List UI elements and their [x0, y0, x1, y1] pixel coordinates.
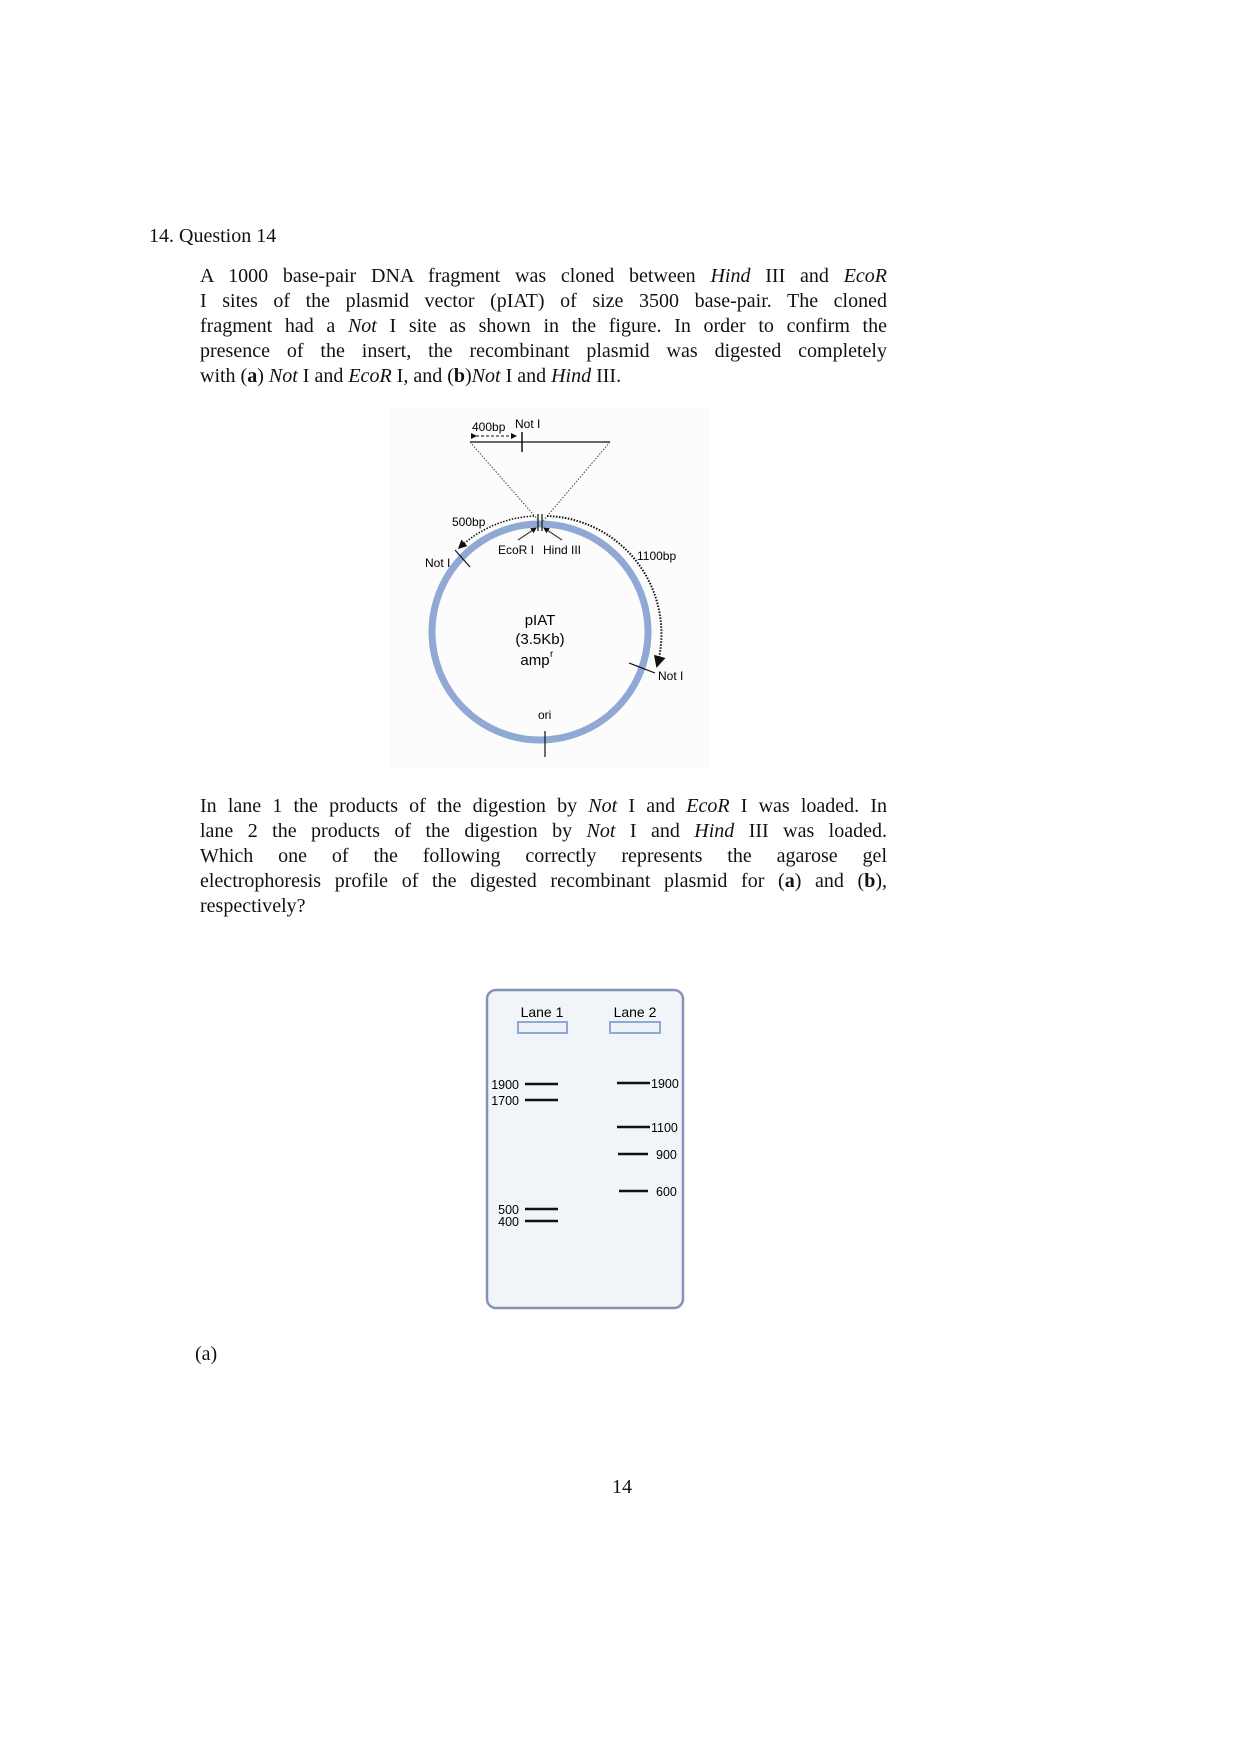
text-segment: ) and (	[794, 870, 865, 892]
distance-500-label: 500bp	[452, 515, 486, 529]
text-segment: Not	[471, 365, 501, 387]
text-segment: electrophoresis profile of the digested recombinant plasmid for (	[200, 870, 785, 892]
lane1-well	[518, 1022, 567, 1033]
text-line	[200, 819, 887, 844]
text-segment: Hind	[551, 365, 592, 387]
right-notI-label: Not I	[658, 669, 684, 683]
text-segment: ),	[875, 870, 888, 892]
text-segment: a	[247, 365, 258, 387]
distance-1100-label: 1100bp	[637, 549, 677, 563]
text-segment: EcoR	[686, 795, 730, 817]
text-segment: Not	[586, 820, 616, 842]
text-segment: respectively?	[200, 895, 306, 917]
left-notI-label: Not I	[425, 556, 451, 570]
text-segment: fragment had a	[200, 315, 348, 337]
marker-label: amp	[520, 652, 550, 669]
text-segment: III and	[750, 265, 844, 287]
gel-figure	[470, 980, 700, 1330]
text-segment: I site as shown in the figure. In order to confirm the	[376, 315, 887, 337]
lane1-band-label: 1700	[491, 1094, 519, 1108]
text-segment: Which one of the following correctly represents the agarose gel	[200, 845, 887, 867]
lane2-band-label: 900	[656, 1148, 677, 1162]
hind-label: Hind III	[543, 543, 582, 557]
text-line	[200, 314, 887, 339]
text-segment: I, and (	[391, 365, 454, 387]
text-line	[200, 794, 887, 819]
text-segment: In lane 1 the products of the digestion by	[200, 795, 589, 817]
marker-superscript: r	[550, 649, 554, 660]
lane1-label: Lane 1	[520, 1004, 564, 1020]
text-segment: )	[464, 365, 472, 387]
text-segment: EcoR	[348, 365, 392, 387]
text-segment: EcoR	[843, 265, 888, 287]
option-label: (a)	[195, 1343, 218, 1365]
lane1-band-label: 500	[498, 1203, 519, 1217]
text-segment: I was loaded. In	[729, 795, 887, 817]
plasmid-size: (3.5Kb)	[515, 631, 565, 648]
plasmid-name: pIAT	[524, 612, 556, 629]
lane1-band-label: 400	[498, 1215, 519, 1229]
text-segment: I and	[500, 365, 552, 387]
text-line	[200, 869, 887, 894]
insert-notI-label: Not I	[515, 417, 541, 431]
text-line	[200, 289, 887, 314]
text-segment: lane 2 the products of the digestion by	[200, 820, 587, 842]
lane1-band-label: 1900	[491, 1078, 519, 1092]
lane2-label: Lane 2	[613, 1004, 657, 1020]
ecor-label: EcoR I	[498, 543, 535, 557]
gel-box	[487, 990, 683, 1308]
text-segment: b	[453, 365, 465, 387]
page-number: 14	[612, 1476, 632, 1498]
text-segment: A 1000 base-pair DNA fragment was cloned between	[200, 265, 711, 287]
text-segment: Hind	[710, 265, 751, 287]
plasmid-figure	[380, 400, 720, 770]
question-title: 14. Question 14	[149, 225, 277, 247]
text-segment: I and	[615, 820, 695, 842]
text-segment: III was loaded.	[734, 820, 887, 842]
question-paragraph	[200, 264, 887, 389]
text-segment: I and	[297, 365, 349, 387]
lane2-band-label: 600	[656, 1185, 677, 1199]
text-segment: with (	[200, 365, 248, 387]
text-line	[200, 264, 887, 289]
text-segment: I sites of the plasmid vector (pIAT) of size 3500 base-pair. The cloned	[200, 290, 887, 312]
text-segment: a	[784, 870, 795, 892]
text-segment: I and	[617, 795, 687, 817]
lane2-band-label: 1100	[651, 1121, 678, 1135]
text-segment: presence of the insert, the recombinant plasmid was digested completely	[200, 340, 887, 362]
question-paragraph-2	[200, 794, 887, 919]
distance-400-label: 400bp	[472, 420, 506, 434]
text-segment: III.	[591, 365, 622, 387]
text-segment: )	[257, 365, 269, 387]
lane2-band-label: 1900	[651, 1077, 679, 1091]
text-line	[200, 339, 887, 364]
lane2-well	[610, 1022, 660, 1033]
text-segment: Hind	[694, 820, 735, 842]
text-segment: Not	[588, 795, 618, 817]
ori-label: ori	[538, 708, 552, 722]
text-segment: Not	[347, 315, 377, 337]
text-line	[200, 894, 887, 919]
text-line	[200, 844, 887, 869]
text-segment: b	[864, 870, 876, 892]
text-line	[200, 364, 887, 389]
text-segment: Not	[268, 365, 298, 387]
